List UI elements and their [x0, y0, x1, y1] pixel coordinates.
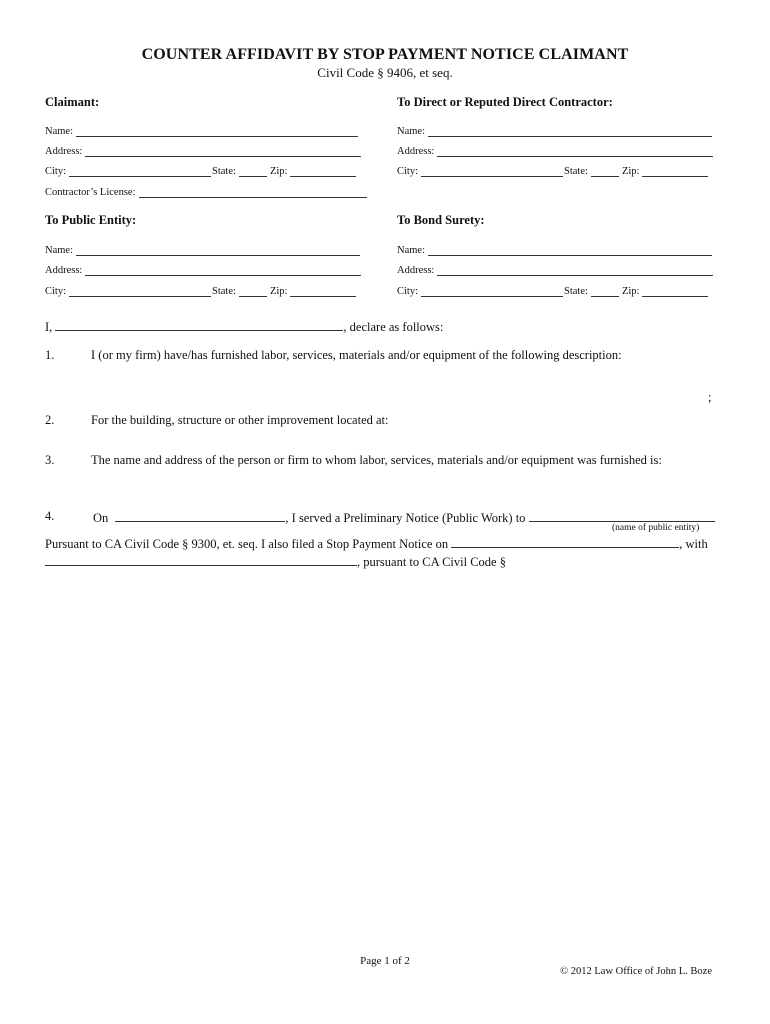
contractor-address-field[interactable]	[397, 146, 713, 157]
claimant-name-label: Name:	[45, 126, 73, 137]
item-2-number: 2.	[45, 413, 55, 427]
item-4-code: , pursuant to CA Civil Code §	[357, 555, 506, 569]
public-entity-heading: To Public Entity:	[45, 213, 137, 227]
public-entity-name-field[interactable]	[45, 245, 360, 256]
bond-surety-name-label: Name:	[397, 245, 425, 256]
claimant-address-label: Address:	[45, 146, 83, 157]
form-subtitle: Civil Code § 9406, et seq.	[317, 65, 453, 80]
bond-surety-address-label: Address:	[397, 265, 435, 276]
declaration-suffix: , declare as follows:	[343, 320, 444, 334]
contractor-address-label: Address:	[397, 146, 435, 157]
declaration-line	[45, 318, 443, 335]
item-4-number: 4.	[45, 509, 55, 523]
item-2-text: For the building, structure or other improvement located at:	[91, 413, 389, 427]
claimant-zip-label: Zip:	[269, 166, 288, 177]
public-entity-blank[interactable]	[529, 509, 715, 522]
contractor-zip-label: Zip:	[621, 166, 640, 177]
claimant-city-label: City:	[45, 166, 67, 177]
public-entity-state-label: State:	[212, 286, 236, 297]
bond-surety-citystatezip-field[interactable]	[397, 286, 708, 297]
item-3-number: 3.	[45, 453, 55, 467]
public-entity-address-field[interactable]	[45, 265, 361, 276]
bond-surety-state-label: State:	[564, 286, 588, 297]
contractor-heading: To Direct or Reputed Direct Contractor:	[397, 95, 613, 109]
item-3-text: The name and address of the person or firm to whom labor, services, materials and/or equipment was furnished is:	[91, 453, 662, 467]
declaration-prefix: I,	[45, 320, 53, 334]
bond-surety-heading: To Bond Surety:	[397, 213, 485, 227]
contractor-city-label: City:	[397, 166, 419, 177]
claimant-state-label: State:	[212, 166, 236, 177]
preliminary-notice-date-blank[interactable]	[115, 509, 285, 522]
contractor-state-label: State:	[564, 166, 588, 177]
copyright: © 2012 Law Office of John L. Boze	[560, 966, 712, 977]
contractor-citystatezip-field[interactable]	[397, 166, 708, 177]
declarant-name-blank[interactable]	[55, 318, 343, 331]
claimant-address-field[interactable]	[45, 146, 361, 157]
item-4-on: On	[93, 511, 109, 525]
contractor-name-label: Name:	[397, 126, 425, 137]
public-entity-zip-label: Zip:	[269, 286, 288, 297]
item-4-served: , I served a Preliminary Notice (Public Work) to	[285, 511, 526, 525]
item-4-line-2	[45, 535, 708, 552]
stop-payment-date-blank[interactable]	[451, 535, 679, 548]
claimant-license-label: Contractor’s License:	[45, 187, 136, 198]
bond-surety-address-field[interactable]	[397, 265, 713, 276]
item-1-text: I (or my firm) have/has furnished labor, services, materials and/or equipment of the following description:	[91, 348, 622, 362]
claimant-name-field[interactable]	[45, 126, 358, 137]
filed-with-blank[interactable]	[45, 553, 357, 566]
claimant-citystatezip-field[interactable]	[45, 166, 356, 177]
item-1-number: 1.	[45, 348, 55, 362]
bond-surety-zip-label: Zip:	[621, 286, 640, 297]
public-entity-address-label: Address:	[45, 265, 83, 276]
item-4-line-3	[45, 553, 506, 570]
contractor-name-field[interactable]	[397, 126, 712, 137]
form-title: COUNTER AFFIDAVIT BY STOP PAYMENT NOTICE CLAIMANT	[141, 46, 629, 63]
public-entity-name-label: Name:	[45, 245, 73, 256]
claimant-heading: Claimant:	[45, 95, 100, 109]
item-4-with: , with	[679, 537, 708, 551]
page-number: Page 1 of 2	[360, 955, 410, 967]
bond-surety-city-label: City:	[397, 286, 419, 297]
public-entity-hint: (name of public entity)	[612, 523, 700, 533]
item-4-pursuant: Pursuant to CA Civil Code § 9300, et. seq. I also filed a Stop Payment Notice on	[45, 537, 449, 551]
item-1-semicolon: ;	[708, 390, 712, 404]
public-entity-citystatezip-field[interactable]	[45, 286, 356, 297]
public-entity-city-label: City:	[45, 286, 67, 297]
bond-surety-name-field[interactable]	[397, 245, 712, 256]
claimant-license-field[interactable]	[45, 187, 367, 198]
